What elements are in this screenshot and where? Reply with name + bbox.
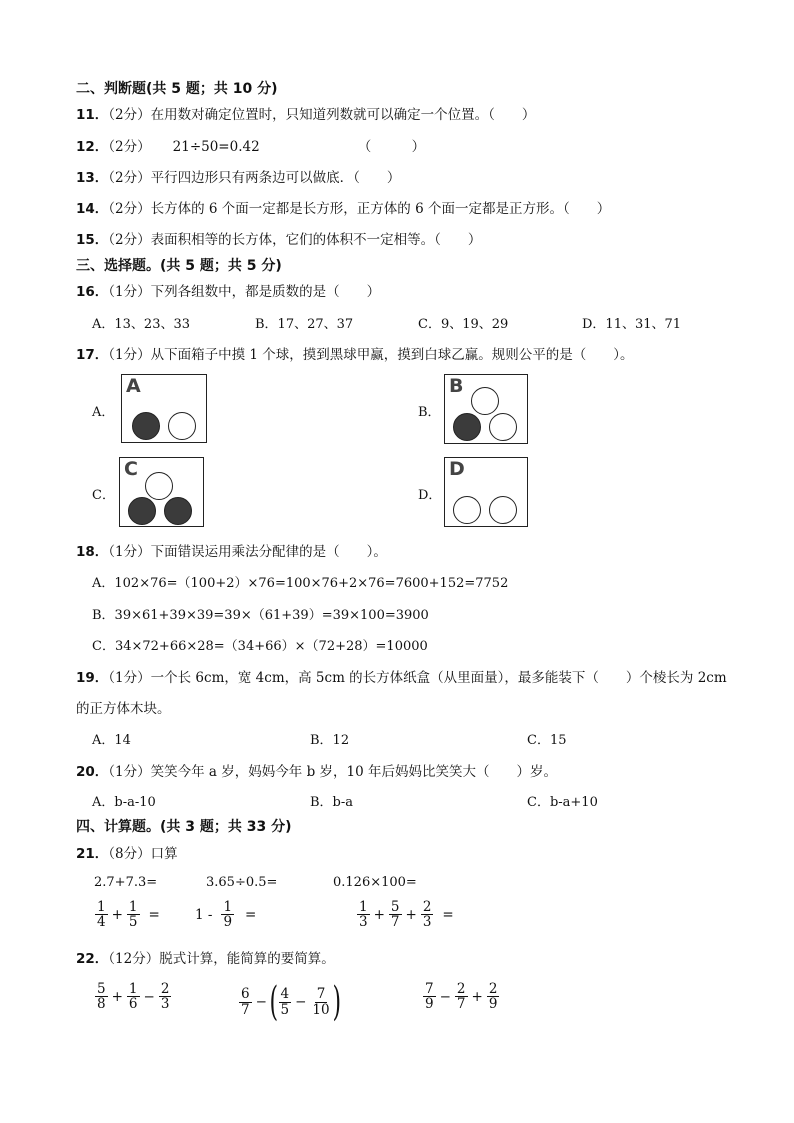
box-c (119, 457, 204, 527)
box-a (121, 374, 207, 443)
question-number: 16． (76, 284, 109, 300)
fraction: $\frac{2}{3}$ (160, 981, 170, 1013)
fraction: $\frac{2}{3}$ (422, 899, 432, 931)
black-ball (164, 497, 192, 525)
option-c: C．15 (527, 733, 567, 748)
box-d (444, 457, 528, 527)
option-d: D．11、31、71 (582, 317, 682, 332)
fraction: $\frac{5}{8}$ (97, 981, 106, 1013)
question-score: （2分） (108, 107, 151, 123)
option-b-label: B． (418, 405, 441, 420)
question-number: 22． (76, 951, 109, 967)
oral-item: 3.65÷0.5= (206, 875, 278, 890)
fraction: $\frac{2}{9}$ (488, 981, 498, 1013)
option-b: B．17、27、37 (255, 317, 354, 332)
fraction: $\frac{6}{7}$ (241, 986, 250, 1018)
question-number: 19． (76, 670, 109, 686)
question-15 (76, 228, 481, 248)
fraction: $\frac{4}{5}$ (280, 986, 290, 1018)
section-title-choice: 三、选择题。(共 5 题；共 5 分) (76, 258, 282, 274)
question-14 (76, 197, 610, 217)
fraction: $\frac{1}{4}$ (97, 899, 106, 931)
option-b: B．39×61+39×39=39×（61+39）=39×100=3900 (92, 608, 429, 623)
question-18 (76, 540, 387, 560)
answer-blank: （ ） (357, 139, 426, 155)
white-ball (489, 413, 517, 441)
black-ball (132, 412, 160, 440)
question-text: 口算 (150, 846, 178, 862)
black-ball (453, 413, 481, 441)
box-b (444, 374, 528, 444)
question-12 (76, 135, 425, 155)
question-17 (76, 343, 634, 363)
white-ball (168, 412, 196, 440)
box-letter: A (126, 375, 141, 397)
option-b: B．12 (310, 733, 350, 748)
fraction: $\frac{2}{7}$ (456, 981, 466, 1013)
calc-expression: $\frac{6}{7}$ −( $\frac{4}{5}$ − $\frac{7}{10}$ ) (241, 979, 341, 1025)
question-text: 下列各组数中，都是质数的是（ ） (150, 284, 381, 300)
box-letter: D (449, 458, 465, 480)
question-score: （2分） (108, 170, 151, 186)
question-number: 14． (76, 201, 109, 217)
question-number: 13． (76, 170, 109, 186)
question-13 (76, 166, 400, 186)
question-text: 脱式计算，能简算的要简算。 (159, 951, 335, 967)
question-text: 平行四边形只有两条边可以做底．（ ） (150, 170, 401, 186)
question-text: 长方体的 6 个面一定都是长方形，正方体的 6 个面一定都是正方形。（ ） (150, 201, 611, 217)
calc-expression: $\frac{7}{9}$ − $\frac{2}{7}$ + $\frac{2}{9}$ (425, 981, 498, 1013)
question-text: 表面积相等的长方体，它们的体积不一定相等。（ ） (150, 232, 482, 248)
question-score: （1分） (108, 347, 151, 363)
question-score: （1分） (108, 284, 151, 300)
option-c-label: C． (92, 488, 115, 503)
question-19-continued: 的正方体木块。 (76, 701, 171, 717)
oral-item: 2.7+7.3= (94, 875, 158, 890)
fraction: $\frac{1}{9}$ (223, 899, 233, 931)
question-number: 12． (76, 139, 109, 155)
question-number: 20． (76, 764, 109, 780)
oral-fraction-item: $\frac{1}{3}$ + $\frac{5}{7}$ + $\frac{2}{3}$ = (359, 899, 454, 931)
fraction: $\frac{7}{10}$ (312, 986, 330, 1018)
fraction: $\frac{1}{6}$ (128, 981, 138, 1013)
box-letter: C (124, 458, 138, 480)
question-score: （2分） (108, 139, 151, 155)
question-number: 17． (76, 347, 109, 363)
fraction: $\frac{1}{3}$ (359, 899, 368, 931)
box-letter: B (449, 375, 464, 397)
fraction: $\frac{7}{9}$ (425, 981, 434, 1013)
white-ball (145, 472, 173, 500)
question-score: （1分） (108, 764, 151, 780)
question-text: 一个长 6cm，宽 4cm，高 5cm 的长方体纸盒（从里面量），最多能装下（ ）个棱长为 2cm (150, 670, 727, 686)
question-score: （1分） (108, 544, 151, 560)
option-a: A．14 (92, 733, 131, 748)
question-number: 21． (76, 846, 109, 862)
question-text: 笑笑今年 a 岁，妈妈今年 b 岁，10 年后妈妈比笑笑大（ ）岁。 (150, 764, 557, 780)
oral-fraction-item: 1 - $\frac{1}{9}$ = (195, 899, 257, 931)
question-22 (76, 947, 335, 967)
question-21 (76, 842, 178, 862)
option-c: C．34×72+66×28=（34+66）×（72+28）=10000 (92, 639, 428, 654)
question-score: （1分） (108, 670, 151, 686)
question-number: 15． (76, 232, 109, 248)
option-b: B．b-a (310, 795, 354, 810)
question-score: （12分） (108, 951, 160, 967)
black-ball (128, 497, 156, 525)
question-20 (76, 760, 557, 780)
question-text: 从下面箱子中摸 1 个球，摸到黑球甲赢，摸到白球乙赢。规则公平的是（ ）。 (150, 347, 634, 363)
question-score: （2分） (108, 232, 151, 248)
fraction: $\frac{5}{7}$ (390, 899, 400, 931)
white-ball (453, 496, 481, 524)
question-number: 11． (76, 107, 109, 123)
section-title-judgement: 二、判断题(共 5 题；共 10 分) (76, 81, 278, 97)
question-text: 下面错误运用乘法分配律的是（ ）。 (150, 544, 387, 560)
option-c: C．b-a+10 (527, 795, 598, 810)
fraction: $\frac{1}{5}$ (128, 899, 138, 931)
question-text: 在用数对确定位置时，只知道列数就可以确定一个位置。（ ） (150, 107, 536, 123)
question-expression: 21÷50=0.42 (172, 139, 260, 155)
option-a: A．102×76=（100+2）×76=100×76+2×76=7600+152=7752 (92, 576, 509, 591)
calc-expression: $\frac{5}{8}$ + $\frac{1}{6}$ − $\frac{2}{3}$ (97, 981, 170, 1013)
option-c: C．9、19、29 (418, 317, 509, 332)
oral-fraction-item: $\frac{1}{4}$ + $\frac{1}{5}$ = (97, 899, 160, 931)
question-19 (76, 666, 727, 686)
question-16 (76, 280, 380, 300)
question-11 (76, 103, 535, 123)
option-a: A．b-a-10 (92, 795, 156, 810)
oral-item: 0.126×100= (333, 875, 417, 890)
question-score: （2分） (108, 201, 151, 217)
option-a-label: A． (92, 405, 115, 420)
option-a: A．13、23、33 (92, 317, 191, 332)
white-ball (471, 387, 499, 415)
section-title-calculation: 四、计算题。(共 3 题；共 33 分) (76, 819, 292, 835)
question-score: （8分） (108, 846, 151, 862)
option-d-label: D． (418, 488, 442, 503)
question-number: 18． (76, 544, 109, 560)
white-ball (489, 496, 517, 524)
